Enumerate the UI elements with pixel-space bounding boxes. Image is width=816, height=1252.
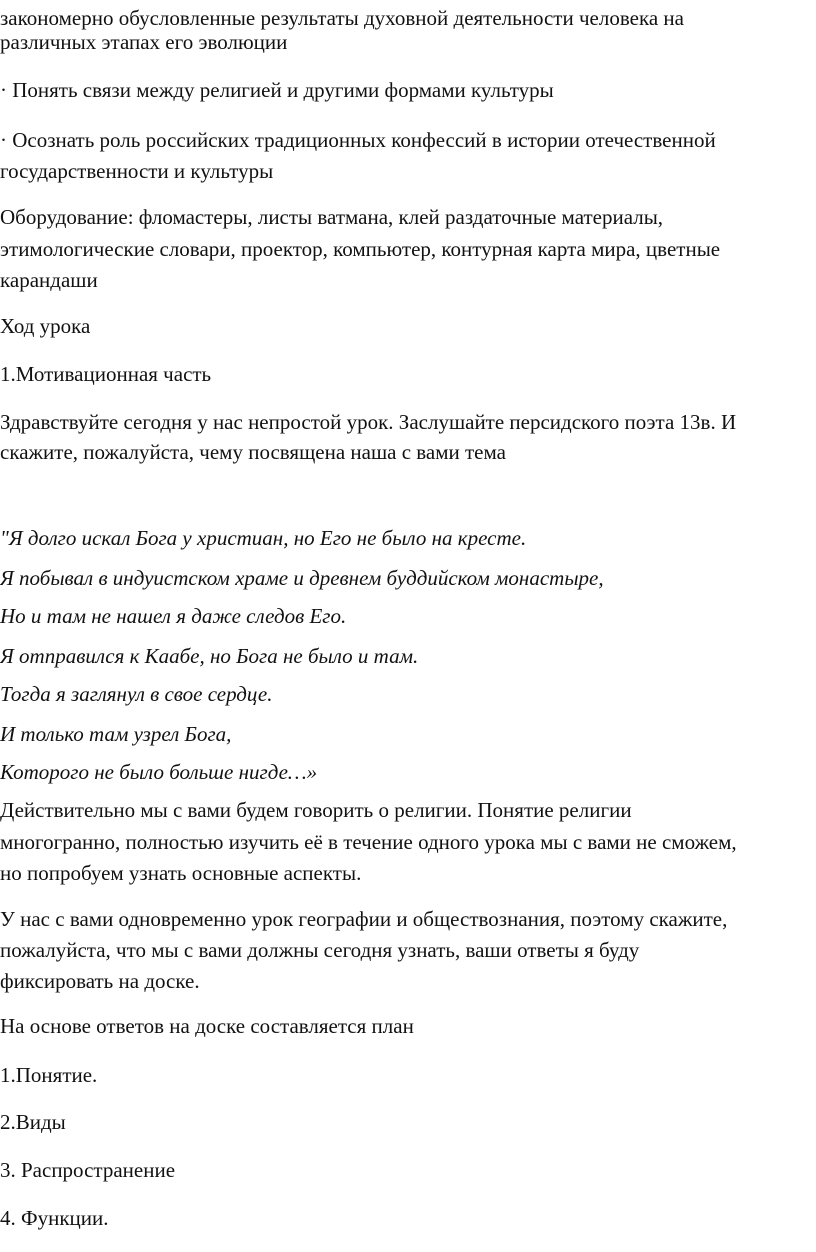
- bullet-item: · Осознать роль российских традиционных конфессий в истории отечественной: [0, 128, 716, 152]
- paragraph-line: У нас с вами одновременно урок географии и обществознания, поэтому скажите,: [0, 907, 728, 931]
- bullet-item: · Понять связи между религией и другими формами культуры: [0, 78, 554, 102]
- paragraph-line: Действительно мы с вами будем говорить о религии. Понятие религии: [0, 798, 632, 822]
- paragraph-line: Здравствуйте сегодня у нас непростой урок. Заслушайте персидского поэта 13в. И: [0, 410, 737, 434]
- poem-line: Я побывал в индуистском храме и древнем буддийском монастыре,: [0, 566, 604, 590]
- paragraph-line: многогранно, полностью изучить её в течение одного урока мы с вами не сможем,: [0, 830, 737, 854]
- equipment-line: Оборудование: фломастеры, листы ватмана, клей раздаточные материалы,: [0, 205, 664, 229]
- poem-line: И только там узрел Бога,: [0, 722, 232, 746]
- plan-item: 4. Функции.: [0, 1206, 109, 1230]
- plan-item: 2.Виды: [0, 1110, 66, 1134]
- section-heading: Ход урока: [0, 314, 91, 338]
- poem-line: "Я долго искал Бога у христиан, но Его не было на кресте.: [0, 526, 527, 550]
- poem-line: Тогда я заглянул в свое сердце.: [0, 682, 273, 706]
- equipment-line: этимологические словари, проектор, компьютер, контурная карта мира, цветные: [0, 237, 721, 261]
- subsection-heading: 1.Мотивационная часть: [0, 362, 212, 386]
- plan-item: 3. Распространение: [0, 1158, 176, 1182]
- paragraph-line: На основе ответов на доске составляется план: [0, 1014, 414, 1038]
- text-line: различных этапах его эволюции: [0, 30, 288, 54]
- paragraph-line: фиксировать на доске.: [0, 969, 200, 993]
- text-line: закономерно обусловленные результаты духовной деятельности человека на: [0, 6, 684, 30]
- poem-line: Которого не было больше нигде…»: [0, 760, 318, 784]
- text-line: государственности и культуры: [0, 159, 274, 183]
- equipment-line: карандаши: [0, 268, 98, 292]
- poem-line: Но и там не нашел я даже следов Его.: [0, 604, 347, 628]
- poem-line: Я отправился к Каабе, но Бога не было и там.: [0, 644, 419, 668]
- plan-item: 1.Понятие.: [0, 1063, 98, 1087]
- paragraph-line: скажите, пожалуйста, чему посвящена наша с вами тема: [0, 440, 506, 464]
- paragraph-line: пожалуйста, что мы с вами должны сегодня узнать, ваши ответы я буду: [0, 938, 640, 962]
- paragraph-line: но попробуем узнать основные аспекты.: [0, 861, 362, 885]
